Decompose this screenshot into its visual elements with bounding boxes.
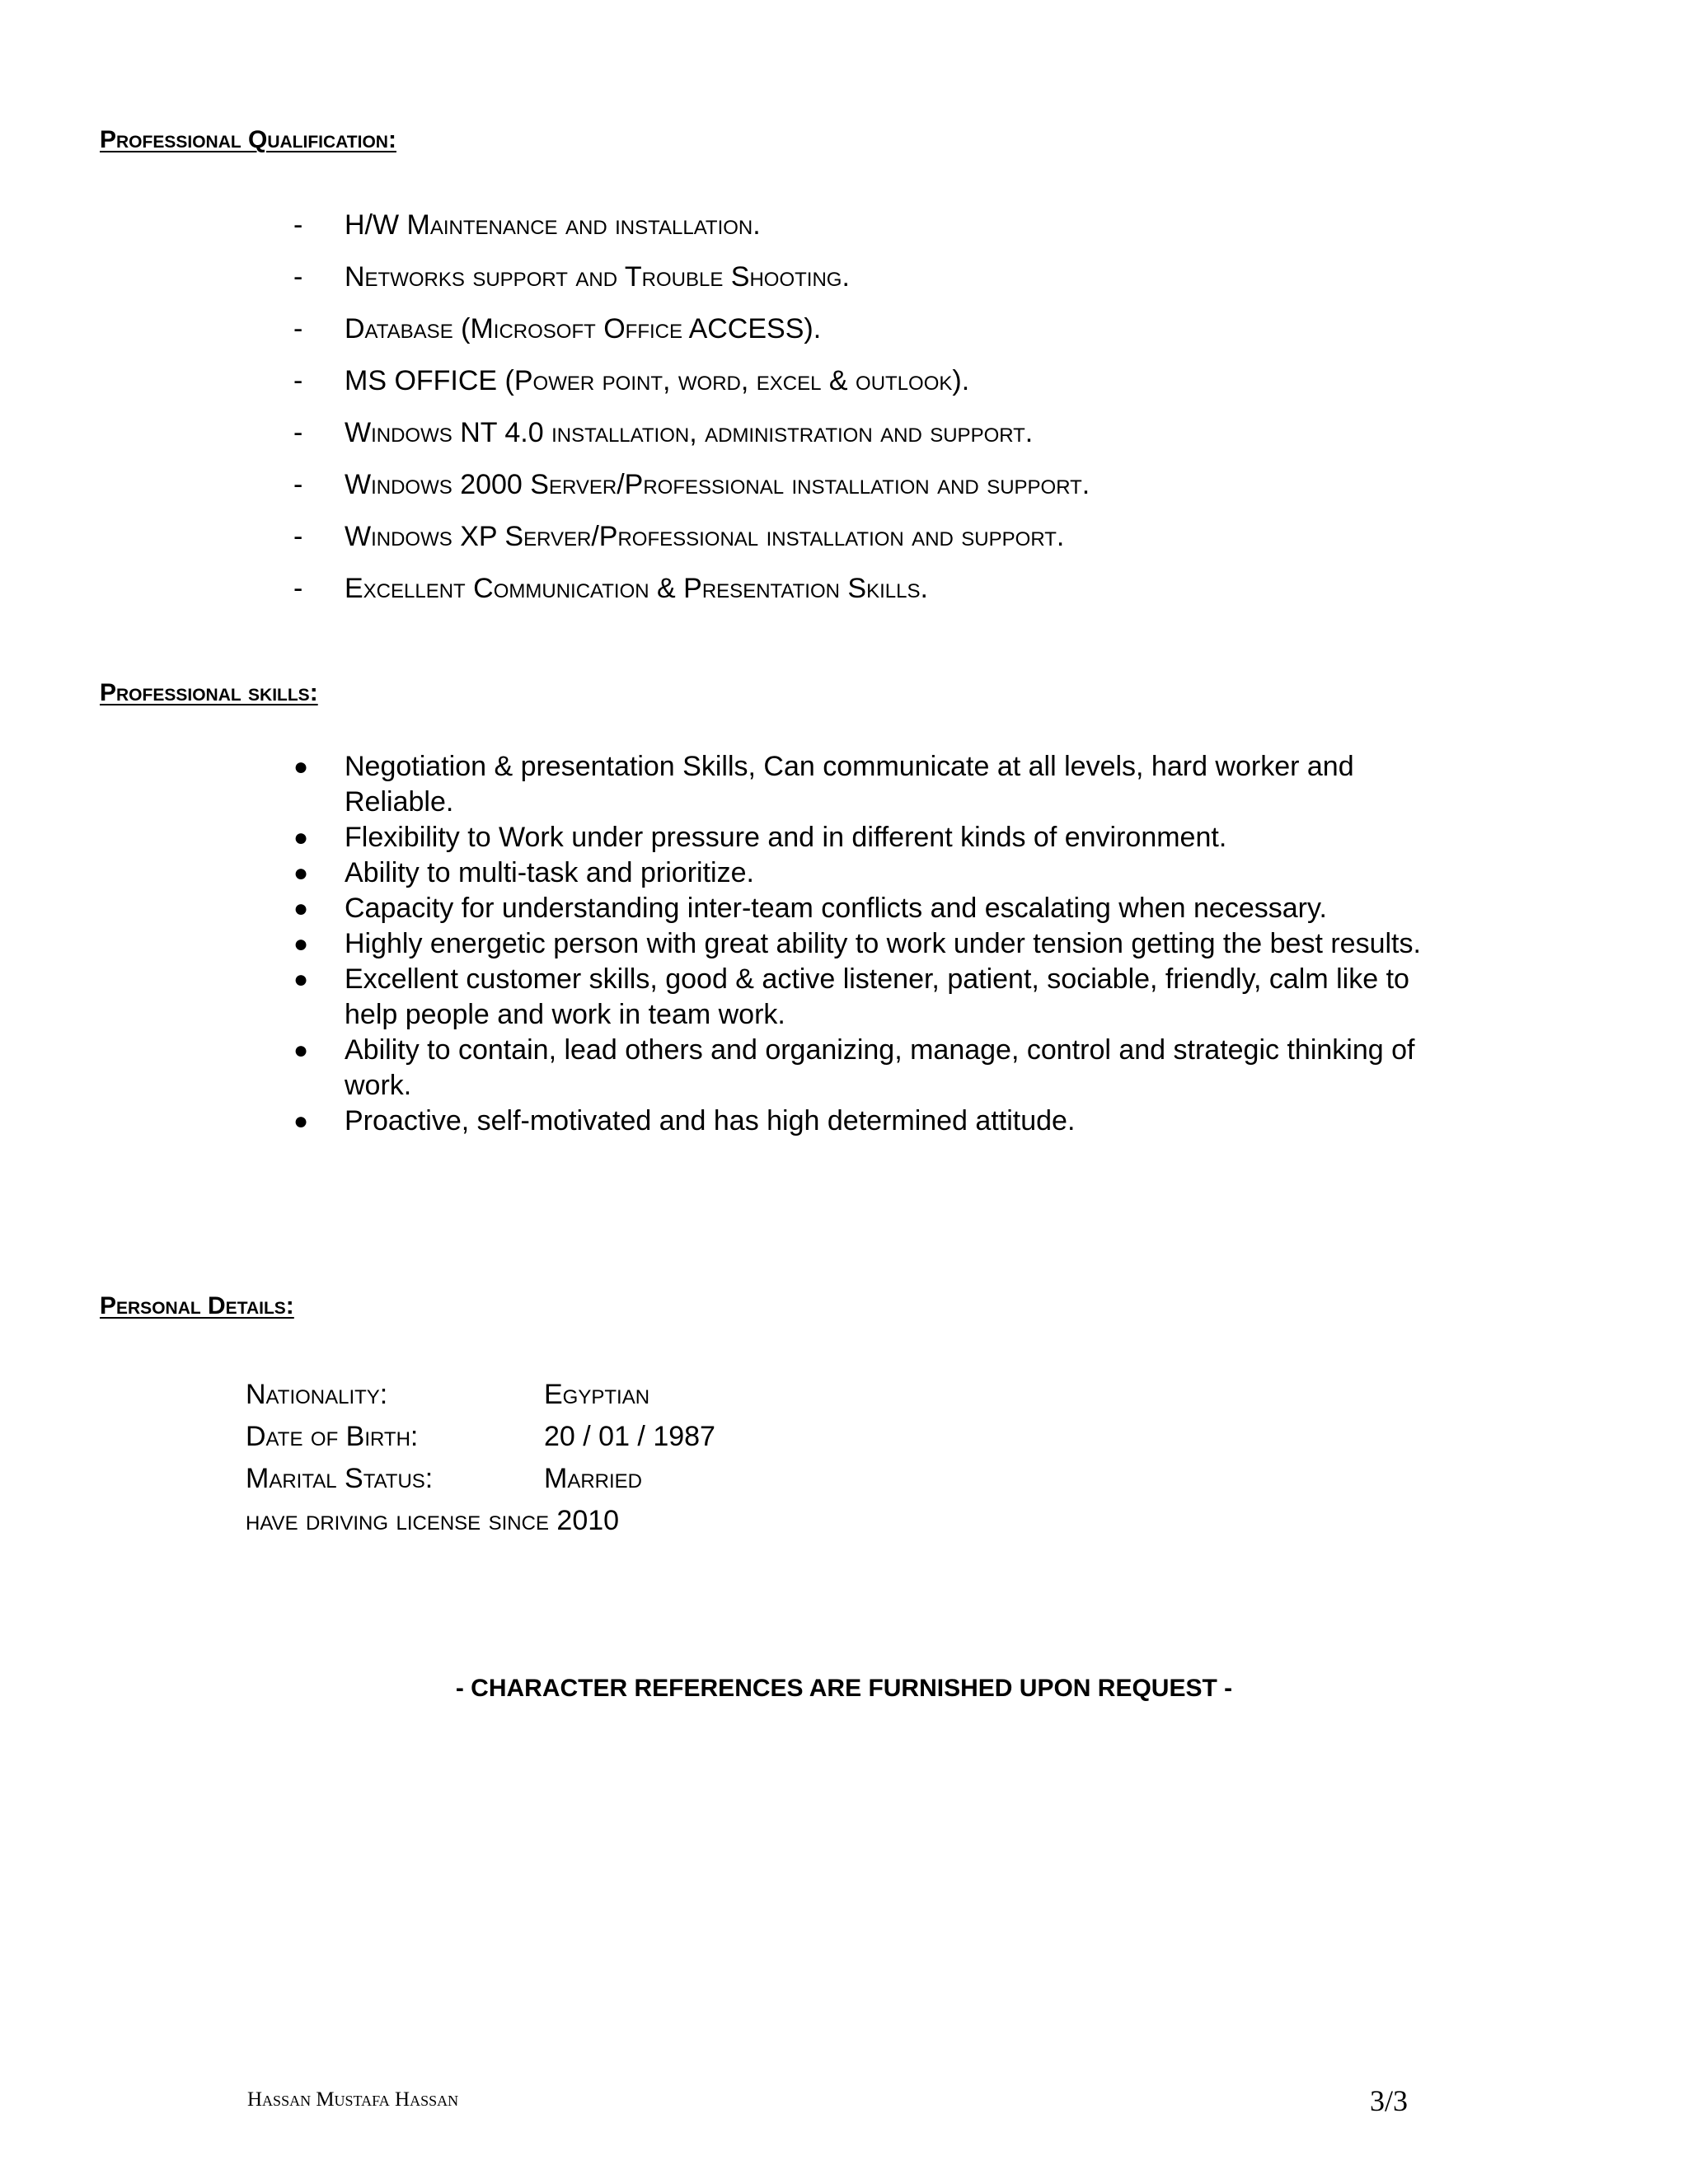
dash-marker: -	[293, 261, 303, 293]
nationality-value: Egyptian	[544, 1379, 650, 1410]
marital-label: Marital Status:	[246, 1463, 434, 1494]
bullet-icon: ●	[293, 1108, 309, 1135]
bullet-icon: ●	[293, 966, 309, 993]
list-item: ● Ability to contain, lead others and organizing, manage, control and strategic thinking of work.	[293, 1034, 1415, 1101]
footer-name: Hassan Mustafa Hassan	[247, 2088, 459, 2111]
driving-license: have driving license since 2010	[246, 1505, 620, 1536]
marital-row	[246, 1462, 643, 1504]
bullet-icon: ●	[293, 930, 309, 958]
dob-row	[246, 1420, 715, 1462]
bullet-icon: ●	[293, 860, 309, 887]
dash-marker: -	[293, 365, 303, 396]
list-item: ● Flexibility to Work under pressure and in different kinds of environment.	[293, 820, 1464, 855]
dash-marker: -	[293, 469, 303, 500]
dob-value: 20 / 01 / 1987	[544, 1421, 715, 1452]
personal-details	[246, 1378, 715, 1546]
nationality-label: Nationality:	[246, 1379, 388, 1410]
bullet-icon: ●	[293, 895, 309, 922]
marital-value: Married	[544, 1463, 643, 1494]
list-item: ● Ability to multi-task and prioritize.	[293, 855, 1464, 891]
list-item: ● Highly energetic person with great ability to work under tension getting the best results.	[293, 926, 1464, 962]
bullet-icon: ●	[293, 824, 309, 851]
dob-label: Date of Birth:	[246, 1421, 419, 1452]
dash-marker: -	[293, 573, 303, 604]
bullet-icon: ●	[293, 753, 309, 780]
qualification-heading: Professional Qualification:	[100, 126, 396, 153]
skills-list	[293, 749, 1464, 1139]
list-item: ● Negotiation & presentation Skills, Can communicate at all levels, hard worker and Reliable.	[293, 751, 1354, 818]
list-item: ● Capacity for understanding inter-team conflicts and escalating when necessary.	[293, 891, 1464, 926]
nationality-row	[246, 1378, 650, 1420]
dash-marker: -	[293, 209, 303, 241]
dash-marker: -	[293, 417, 303, 448]
personal-heading: Personal Details:	[100, 1292, 294, 1319]
list-item: ● Proactive, self-motivated and has high determined attitude.	[293, 1104, 1464, 1139]
page-number: 3/3	[1370, 2084, 1409, 2117]
dash-marker: -	[293, 521, 303, 552]
bullet-icon: ●	[293, 1037, 309, 1064]
list-item: ● Excellent customer skills, good & active listener, patient, sociable, friendly, calm like to help people and work in team work.	[293, 963, 1409, 1030]
references-note: - CHARACTER REFERENCES ARE FURNISHED UPON REQUEST -	[455, 1675, 1233, 1702]
dash-marker: -	[293, 313, 303, 344]
skills-heading: Professional skills:	[100, 679, 318, 706]
resume-page: Professional Qualification: - H/W Maintenance and installation. - Networks support and Trouble Shooting. - Database (Microsoft Office ACCESS). - MS OFFICE (Power point, word, excel & outlook). - Windows NT 4.0 installation, administration and support. - Windows 2000 Server/Professional installation and support. - Windows XP Server/Professional installation and support. - Excellent Communication & Presentation Skills. Professional skills: ● Negotiation & presentation Skills, Can communicate at all levels, hard worker and Reliable. ● Flexibility to Work under pressure and in different kinds of environment. ● Ability to multi-task and prioritize. ● Capacity for understanding inter-team conflicts and escalating when necessary. ● Highly energetic person with great ability to work under tension getting the best results. ● Excellent customer skills, good & active listener, patient, sociable, friendly, calm like to help people and work in team work. ● Ability to contain, lead others and organizing, manage, control and strategic thinking of work. ● Proactive, self-motivated and has high determined attitude. Personal Details: Nationality: Egyptian Date of Birth: 20 / 01 / 1987 Marital Status: Married have driving license since 2010 - CHARACTER REFERENCES ARE FURNISHED UPON REQUEST - Hassan Mustafa Hassan 3/3	[0, 0, 1688, 2184]
